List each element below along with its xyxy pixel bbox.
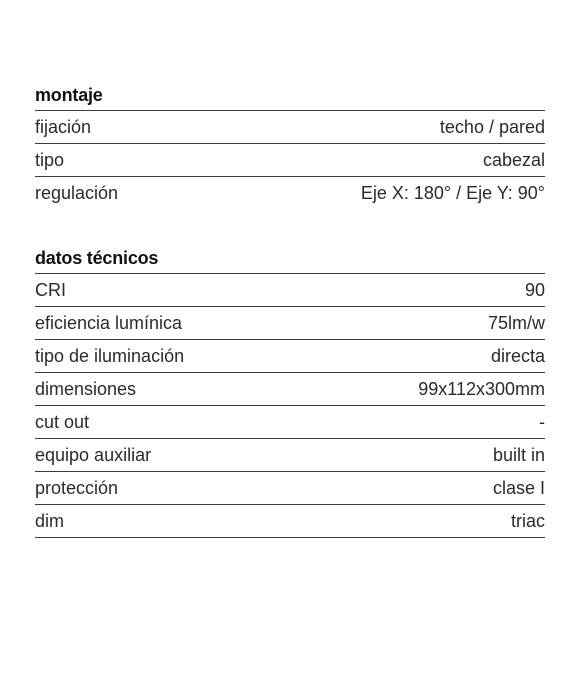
spec-value: techo / pared — [439, 116, 545, 137]
spec-value: built in — [492, 444, 545, 465]
spec-value: 90 — [524, 279, 545, 300]
spec-value: 99x112x300mm — [418, 378, 545, 399]
spec-row-tipo-iluminacion — [35, 340, 545, 373]
spec-value: clase I — [492, 477, 545, 498]
spec-label: CRI — [35, 279, 66, 300]
spec-row-cri — [35, 274, 545, 307]
spec-row-tipo — [35, 144, 545, 177]
spec-label: dim — [35, 510, 65, 531]
spec-label: cut out — [35, 411, 90, 432]
section-title: montaje — [35, 80, 545, 111]
spec-value: cabezal — [482, 149, 545, 170]
spec-value: triac — [510, 510, 545, 531]
spec-label: protección — [35, 477, 119, 498]
spec-label: eficiencia lumínica — [35, 312, 183, 333]
spec-label: tipo de iluminación — [35, 345, 185, 366]
spec-value: 75lm/w — [487, 312, 545, 333]
spec-label: fijación — [35, 116, 92, 137]
spec-label: tipo — [35, 149, 65, 170]
section-montaje — [35, 80, 545, 209]
section-title: datos técnicos — [35, 243, 545, 274]
spec-value: Eje X: 180° / Eje Y: 90° — [360, 182, 545, 203]
spec-row-dim — [35, 505, 545, 538]
spec-row-proteccion — [35, 472, 545, 505]
spec-label: equipo auxiliar — [35, 444, 152, 465]
spec-label: regulación — [35, 182, 119, 203]
spec-row-cut-out — [35, 406, 545, 439]
spec-row-regulacion — [35, 177, 545, 209]
spec-row-eficiencia — [35, 307, 545, 340]
spec-row-equipo-auxiliar — [35, 439, 545, 472]
spec-value: - — [539, 411, 545, 432]
spec-value: directa — [490, 345, 545, 366]
spec-row-fijacion — [35, 111, 545, 144]
spec-sheet — [35, 80, 545, 538]
spec-row-dimensiones — [35, 373, 545, 406]
section-datos-tecnicos — [35, 243, 545, 538]
spec-label: dimensiones — [35, 378, 137, 399]
